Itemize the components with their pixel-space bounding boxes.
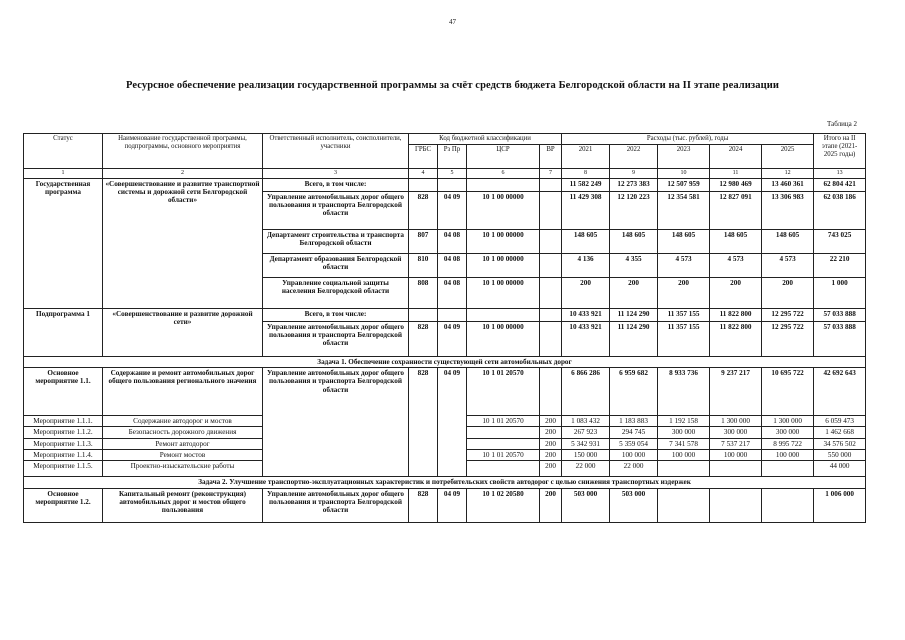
value-cell: 148 605 <box>610 229 658 253</box>
value-cell: 12 507 959 <box>658 178 710 191</box>
csr-cell: 10 1 00 00000 <box>467 191 540 229</box>
value-cell: 11 124 290 <box>610 308 658 321</box>
column-numbers-row <box>24 168 866 178</box>
column-number: 4 <box>409 168 438 178</box>
value-cell: 5 359 054 <box>610 438 658 449</box>
value-cell: 1 300 000 <box>762 416 814 427</box>
vr-cell <box>540 178 562 191</box>
value-cell: 12 295 722 <box>762 321 814 356</box>
value-cell: 5 342 931 <box>562 438 610 449</box>
vr-cell: 200 <box>540 438 562 449</box>
csr-cell <box>467 438 540 449</box>
header-year-2025: 2025 <box>762 144 814 168</box>
value-cell: 12 273 383 <box>610 178 658 191</box>
header-budget-code: Код бюджетной классификации <box>409 134 562 145</box>
status-cell: Основное мероприятие 1.2. <box>24 488 103 522</box>
total-cell: 44 000 <box>814 461 866 477</box>
total-cell: 743 025 <box>814 229 866 253</box>
value-cell: 8 933 736 <box>658 368 710 416</box>
column-number: 12 <box>762 168 814 178</box>
value-cell: 100 000 <box>762 449 814 460</box>
column-number: 5 <box>438 168 467 178</box>
measure-status-cell: Мероприятие 1.1.5. <box>24 461 103 477</box>
value-cell <box>710 488 762 522</box>
measure-status-cell: Мероприятие 1.1.1. <box>24 416 103 427</box>
column-number: 3 <box>263 168 409 178</box>
value-cell: 6 866 286 <box>562 368 610 416</box>
value-cell: 150 000 <box>562 449 610 460</box>
total-cell: 62 804 421 <box>814 178 866 191</box>
page-title: Ресурсное обеспечение реализации государственной программы за счёт средств бюджета Белгородской области на II этапе реализации <box>125 80 780 91</box>
header-name: Наименование государственной программы, подпрограммы, основного мероприятия <box>103 134 263 169</box>
executor-cell: Департамент образования Белгородской области <box>263 253 409 277</box>
rzpr-cell: 04 09 <box>438 488 467 522</box>
vr-cell <box>540 229 562 253</box>
rzpr-cell: 04 08 <box>438 253 467 277</box>
header-year-2021: 2021 <box>562 144 610 168</box>
value-cell: 100 000 <box>610 449 658 460</box>
name-cell: Содержание и ремонт автомобильных дорог общего пользования регионального значения <box>103 368 263 416</box>
value-cell: 200 <box>710 277 762 308</box>
value-cell: 294 745 <box>610 427 658 438</box>
table-row <box>24 488 866 522</box>
vr-cell <box>540 277 562 308</box>
measure-name-cell: Ремонт мостов <box>103 449 263 460</box>
header-year-2022: 2022 <box>610 144 658 168</box>
value-cell: 10 695 722 <box>762 368 814 416</box>
value-cell: 13 306 983 <box>762 191 814 229</box>
value-cell: 4 573 <box>658 253 710 277</box>
grbs-cell: 810 <box>409 253 438 277</box>
value-cell: 148 605 <box>658 229 710 253</box>
csr-cell: 10 1 02 20580 <box>467 488 540 522</box>
rzpr-cell: 04 09 <box>438 321 467 356</box>
value-cell: 11 429 308 <box>562 191 610 229</box>
measure-name-cell: Проектно-изыскательские работы <box>103 461 263 477</box>
value-cell <box>762 461 814 477</box>
value-cell: 11 357 155 <box>658 308 710 321</box>
csr-cell: 10 1 00 00000 <box>467 229 540 253</box>
measure-name-cell: Безопасность дорожного движения <box>103 427 263 438</box>
csr-cell: 10 1 01 20570 <box>467 416 540 427</box>
grbs-cell <box>409 308 438 321</box>
value-cell: 8 995 722 <box>762 438 814 449</box>
executor-cell: Всего, в том числе: <box>263 308 409 321</box>
rzpr-cell: 04 08 <box>438 229 467 253</box>
value-cell: 100 000 <box>710 449 762 460</box>
value-cell: 6 959 682 <box>610 368 658 416</box>
value-cell <box>658 461 710 477</box>
value-cell: 100 000 <box>658 449 710 460</box>
total-cell: 34 576 502 <box>814 438 866 449</box>
name-cell: Капитальный ремонт (реконструкция) автомобильных дорог и мостов общего пользования <box>103 488 263 522</box>
header-csr: ЦСР <box>467 144 540 168</box>
total-cell: 57 033 888 <box>814 321 866 356</box>
vr-cell <box>540 191 562 229</box>
vr-cell: 200 <box>540 449 562 460</box>
total-cell: 1 000 <box>814 277 866 308</box>
name-cell: «Совершенствование и развитие транспортной системы и дорожной сети Белгородской области» <box>103 178 263 308</box>
page-number: 47 <box>449 18 456 26</box>
value-cell <box>658 488 710 522</box>
value-cell: 1 183 883 <box>610 416 658 427</box>
header-row-1 <box>24 134 866 145</box>
value-cell: 4 573 <box>710 253 762 277</box>
executor-cell: Управление автомобильных дорог общего пользования и транспорта Белгородской области <box>263 368 409 477</box>
value-cell: 4 355 <box>610 253 658 277</box>
csr-cell: 10 1 00 00000 <box>467 253 540 277</box>
column-number: 10 <box>658 168 710 178</box>
value-cell: 22 000 <box>610 461 658 477</box>
executor-cell: Управление автомобильных дорог общего пользования и транспорта Белгородской области <box>263 191 409 229</box>
total-cell: 22 210 <box>814 253 866 277</box>
vr-cell: 200 <box>540 416 562 427</box>
header-year-2023: 2023 <box>658 144 710 168</box>
header-status: Статус <box>24 134 103 169</box>
measure-name-cell: Содержание автодорог и мостов <box>103 416 263 427</box>
column-number: 13 <box>814 168 866 178</box>
value-cell: 1 192 158 <box>658 416 710 427</box>
total-cell: 57 033 888 <box>814 308 866 321</box>
executor-cell: Управление автомобильных дорог общего пользования и транспорта Белгородской области <box>263 321 409 356</box>
value-cell: 11 822 800 <box>710 308 762 321</box>
csr-cell: 10 1 00 00000 <box>467 321 540 356</box>
header-year-2024: 2024 <box>710 144 762 168</box>
grbs-cell: 828 <box>409 488 438 522</box>
rzpr-cell: 04 08 <box>438 277 467 308</box>
vr-cell: 200 <box>540 461 562 477</box>
value-cell: 200 <box>610 277 658 308</box>
value-cell: 4 136 <box>562 253 610 277</box>
column-number: 9 <box>610 168 658 178</box>
header-total: Итого на II этапе (2021-2025 годы) <box>814 134 866 169</box>
value-cell: 12 120 223 <box>610 191 658 229</box>
value-cell: 10 433 921 <box>562 321 610 356</box>
vr-cell <box>540 368 562 416</box>
value-cell: 503 000 <box>610 488 658 522</box>
column-number: 2 <box>103 168 263 178</box>
status-cell: Государственная программа <box>24 178 103 308</box>
task-heading: Задача 2. Улучшение транспортно-эксплуатационных характеристик и потребительских свойств автодорог с целью снижения транспортных издержек <box>24 477 866 488</box>
value-cell: 503 000 <box>562 488 610 522</box>
value-cell: 1 083 432 <box>562 416 610 427</box>
value-cell: 11 582 249 <box>562 178 610 191</box>
measure-status-cell: Мероприятие 1.1.3. <box>24 438 103 449</box>
executor-cell: Департамент строительства и транспорта Белгородской области <box>263 229 409 253</box>
status-cell: Основное мероприятие 1.1. <box>24 368 103 416</box>
value-cell: 11 357 155 <box>658 321 710 356</box>
value-cell: 148 605 <box>562 229 610 253</box>
csr-cell: 10 1 01 20570 <box>467 368 540 416</box>
vr-cell: 200 <box>540 427 562 438</box>
header-executor: Ответственный исполнитель, соисполнители, участники <box>263 134 409 169</box>
csr-cell <box>467 178 540 191</box>
total-cell: 1 462 668 <box>814 427 866 438</box>
total-cell: 62 038 186 <box>814 191 866 229</box>
grbs-cell <box>409 178 438 191</box>
vr-cell <box>540 308 562 321</box>
total-cell: 42 692 643 <box>814 368 866 416</box>
csr-cell: 10 1 00 00000 <box>467 277 540 308</box>
value-cell: 4 573 <box>762 253 814 277</box>
executor-cell: Управление автомобильных дорог общего пользования и транспорта Белгородской области <box>263 488 409 522</box>
column-number: 1 <box>24 168 103 178</box>
value-cell: 11 124 290 <box>610 321 658 356</box>
value-cell: 200 <box>658 277 710 308</box>
value-cell: 7 341 578 <box>658 438 710 449</box>
rzpr-cell: 04 09 <box>438 368 467 477</box>
vr-cell: 200 <box>540 488 562 522</box>
value-cell: 9 237 217 <box>710 368 762 416</box>
value-cell: 200 <box>762 277 814 308</box>
table-row <box>24 368 866 416</box>
value-cell: 200 <box>562 277 610 308</box>
value-cell: 300 000 <box>762 427 814 438</box>
rzpr-cell <box>438 178 467 191</box>
column-number: 6 <box>467 168 540 178</box>
value-cell: 22 000 <box>562 461 610 477</box>
resource-table <box>23 133 866 523</box>
value-cell: 12 295 722 <box>762 308 814 321</box>
vr-cell <box>540 321 562 356</box>
rzpr-cell <box>438 308 467 321</box>
task-heading: Задача 1. Обеспечение сохранности существующей сети автомобильных дорог <box>24 356 866 367</box>
status-cell: Подпрограмма 1 <box>24 308 103 356</box>
measure-status-cell: Мероприятие 1.1.4. <box>24 449 103 460</box>
value-cell: 12 980 469 <box>710 178 762 191</box>
table-row <box>24 477 866 488</box>
vr-cell <box>540 253 562 277</box>
csr-cell <box>467 461 540 477</box>
header-vr: ВР <box>540 144 562 168</box>
header-grbs: ГРБС <box>409 144 438 168</box>
value-cell: 300 000 <box>710 427 762 438</box>
column-number: 11 <box>710 168 762 178</box>
table-number: Таблица 2 <box>827 120 857 128</box>
value-cell: 267 923 <box>562 427 610 438</box>
measure-status-cell: Мероприятие 1.1.2. <box>24 427 103 438</box>
header-expenses: Расходы (тыс. рублей), годы <box>562 134 814 145</box>
table-row <box>24 178 866 191</box>
header-rzpr: Рз Пр <box>438 144 467 168</box>
value-cell: 7 537 217 <box>710 438 762 449</box>
total-cell: 1 006 000 <box>814 488 866 522</box>
value-cell <box>710 461 762 477</box>
executor-cell: Всего, в том числе: <box>263 178 409 191</box>
grbs-cell: 808 <box>409 277 438 308</box>
value-cell: 148 605 <box>710 229 762 253</box>
value-cell: 12 827 091 <box>710 191 762 229</box>
executor-cell: Управление социальной защиты населения Белгородской области <box>263 277 409 308</box>
value-cell: 1 300 000 <box>710 416 762 427</box>
column-number: 8 <box>562 168 610 178</box>
csr-cell <box>467 427 540 438</box>
table-row <box>24 356 866 367</box>
value-cell: 300 000 <box>658 427 710 438</box>
total-cell: 550 000 <box>814 449 866 460</box>
value-cell: 12 354 581 <box>658 191 710 229</box>
grbs-cell: 828 <box>409 321 438 356</box>
column-number: 7 <box>540 168 562 178</box>
rzpr-cell: 04 09 <box>438 191 467 229</box>
value-cell: 13 460 361 <box>762 178 814 191</box>
csr-cell: 10 1 01 20570 <box>467 449 540 460</box>
value-cell: 10 433 921 <box>562 308 610 321</box>
total-cell: 6 059 473 <box>814 416 866 427</box>
table-row <box>24 308 866 321</box>
measure-name-cell: Ремонт автодорог <box>103 438 263 449</box>
value-cell: 11 822 800 <box>710 321 762 356</box>
grbs-cell: 828 <box>409 368 438 477</box>
csr-cell <box>467 308 540 321</box>
value-cell: 148 605 <box>762 229 814 253</box>
grbs-cell: 828 <box>409 191 438 229</box>
grbs-cell: 807 <box>409 229 438 253</box>
name-cell: «Совершенствование и развитие дорожной сети» <box>103 308 263 356</box>
value-cell <box>762 488 814 522</box>
